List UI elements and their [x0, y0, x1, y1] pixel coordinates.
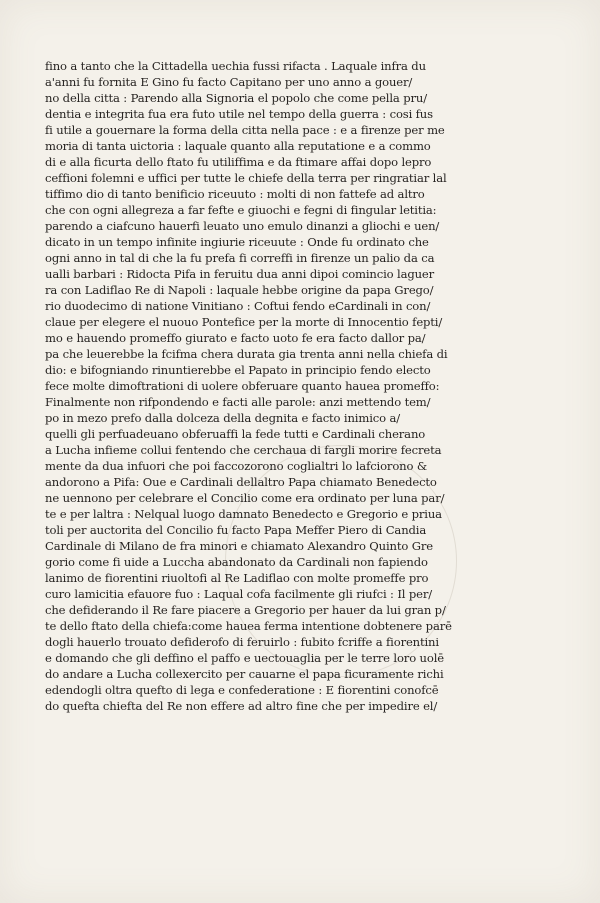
text-line: a Lucha infieme collui fentendo che cerchaua di fargli morire fecreta — [45, 443, 442, 457]
text-line: ra con Ladiflao Re di Napoli : laquale hebbe origine da papa Grego/ — [45, 283, 434, 297]
text-line: moria di tanta uictoria : laquale quanto alla reputatione e a commo — [45, 139, 431, 153]
text-line: dentia e integrita fua era futo utile nel tempo della guerra : cosi fus — [45, 107, 433, 121]
text-line: di e alla ficurta dello ftato fu utiliffima e da ftimare affai dopo lepro — [45, 155, 432, 169]
text-line: quelli gli perfuadeuano obferuaffi la fede tutti e Cardinali cherano — [45, 427, 426, 441]
text-line: no della citta : Parendo alla Signoria el popolo che come pella pru/ — [45, 91, 427, 105]
text-line: ne uennono per celebrare el Concilio come era ordinato per luna par/ — [45, 491, 445, 505]
text-line: dogli hauerlo trouato defiderofo di feruirlo : fubito fcriffe a fiorentini — [45, 635, 439, 649]
text-line: claue per elegere el nuouo Pontefice per la morte di Innocentio fepti/ — [45, 315, 443, 329]
text-line: ualli barbari : Ridocta Pifa in feruitu dua anni dipoi comincio laguer — [45, 267, 435, 281]
text-line: lanimo de fiorentini riuoltofi al Re Ladiflao con molte promeffe pro — [45, 571, 429, 585]
text-line: gorio come fi uide a Luccha abandonato da Cardinali non fapiendo — [45, 555, 428, 569]
text-line: do andare a Lucha collexercito per cauarne el papa ficuramente richi — [45, 667, 444, 681]
text-line: parendo a ciafcuno hauerfi leuato uno emulo dinanzi a gliochi e uen/ — [45, 219, 440, 233]
text-line: ogni anno in tal di che la fu prefa fi correffi in firenze un palio da ca — [45, 251, 435, 265]
text-line: toli per auctorita del Concilio fu facto Papa Meffer Piero di Candia — [45, 523, 427, 537]
text-line: fi utile a gouernare la forma della citta nella pace : e a firenze per me — [45, 123, 445, 137]
text-line: tiffimo dio di tanto benificio riceuuto : molti di non fattefe ad altro — [45, 187, 425, 201]
text-line: curo lamicitia efauore fuo : Laqual cofa facilmente gli riufci : Il per/ — [45, 587, 432, 601]
text-line: dicato in un tempo infinite ingiurie riceuute : Onde fu ordinato che — [45, 235, 429, 249]
text-line: dio: e bifogniando rinuntierebbe el Papato in principio fendo electo — [45, 363, 431, 377]
text-line: a'anni fu fornita E Gino fu facto Capitano per uno anno a gouer/ — [45, 75, 413, 89]
text-line: pa che leuerebbe la fcifma chera durata gia trenta anni nella chiefa di — [45, 347, 448, 361]
text-line: te dello ftato della chiefa:come hauea ferma intentione dobtenere parē — [45, 619, 452, 633]
text-line: che defiderando il Re fare piacere a Gregorio per hauer da lui gran p/ — [45, 603, 446, 617]
text-line: do quefta chiefta del Re non effere ad altro fine che per impedire el/ — [45, 699, 438, 713]
text-block — [45, 58, 565, 714]
text-line: mo e hauendo promeffo giurato e facto uoto fe era facto dallor pa/ — [45, 331, 426, 345]
text-line: fece molte dimoftrationi di uolere obferuare quanto hauea promeffo: — [45, 379, 440, 393]
text-line: fino a tanto che la Cittadella uechia fussi rifacta . Laquale infra du — [45, 59, 426, 73]
text-line: mente da dua infuori che poi faccozorono coglialtri lo lafciorono & — [45, 459, 428, 473]
text-line: che con ogni allegreza a far fefte e giuochi e fegni di fingular letitia: — [45, 203, 437, 217]
text-line: e domando che gli deffino el paffo e uectouaglia per le terre loro uolē — [45, 651, 444, 665]
text-line: edendogli oltra quefto di lega e confederatione : E fiorentini conofcē — [45, 683, 439, 697]
text-line: po in mezo prefo dalla dolceza della degnita e facto inimico a/ — [45, 411, 400, 425]
text-line: te e per laltra : Nelqual luogo damnato Benedecto e Gregorio e priua — [45, 507, 442, 521]
text-line: Finalmente non rifpondendo e facti alle parole: anzi mettendo tem/ — [45, 395, 431, 409]
text-line: andorono a Pifa: Oue e Cardinali dellaltro Papa chiamato Benedecto — [45, 475, 437, 489]
text-line: Cardinale di Milano de fra minori e chiamato Alexandro Quinto Gre — [45, 539, 433, 553]
text-line: rio duodecimo di natione Vinitiano : Coftui fendo eCardinali in con/ — [45, 299, 431, 313]
text-line: ceffioni folemni e uffici per tutte le chiefe della terra per ringratiar lal — [45, 171, 447, 185]
